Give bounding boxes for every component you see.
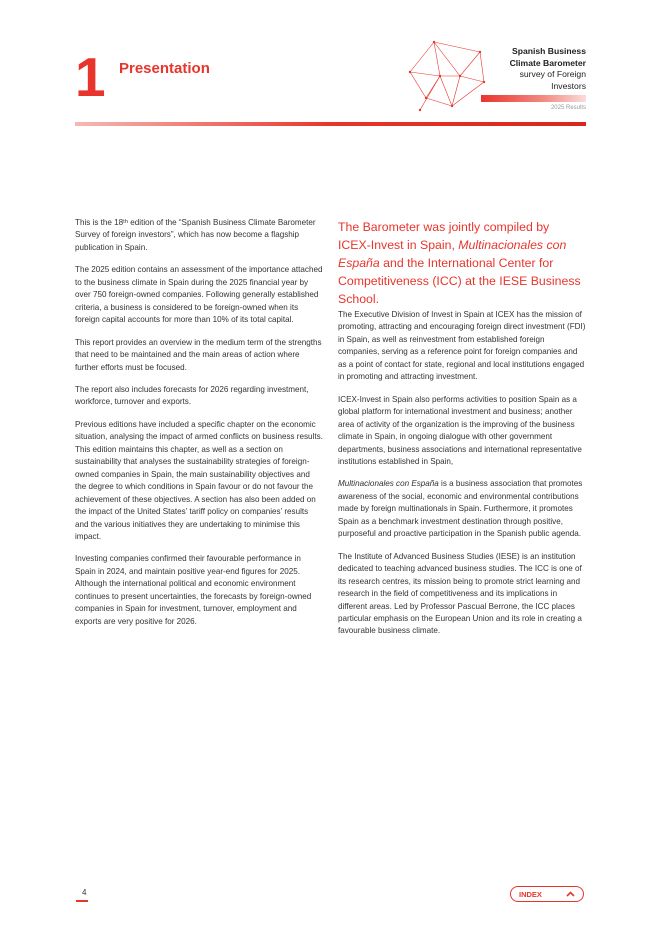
left-paragraph-1: This is the 18ᵗʰ edition of the “Spanish Business Climate Barometer Survey of foreign investors”, which has now become a flagship publication in Spain. bbox=[75, 218, 316, 252]
right-paragraph-3-text: is a business association that promotes awareness of the social, economic and environmental contributions made by foreign multinationals in Spain. Furthermore, it promotes Spain as a benchmark investment destination through positive, purposeful and proactive participation in the Spanish public agenda. bbox=[338, 479, 583, 539]
left-paragraph-2: The 2025 edition contains an assessment of the importance attached to the business climate in Spain during the 2025 financial year by over 750 foreign-owned companies. Following generally established criteria, a business is considered to be foreign-owned when its foreign capital accounts for more than 10% of its total capital. bbox=[75, 265, 323, 325]
left-paragraph-4: The report also includes forecasts for 2026 regarding investment, workforce, turnover and exports. bbox=[75, 384, 309, 407]
left-paragraph-6: Investing companies confirmed their favourable performance in Spain in 2024, and maintain positive year-end figures for 2025. Although the international political and economic environment continues to present uncertainties, the forecasts by foreign-owned companies in Spain for investment, turnover, employment and exports are very positive for 2026. bbox=[75, 554, 312, 626]
right-paragraph-2: ICEX-Invest in Spain also performs activities to position Spain as a global platform for international investment and business; another area of activity of the organization is the improving of the business climate in Spain, in ongoing dialogue with other government departments, business associations and international representative institutions established in Spain, bbox=[338, 394, 582, 466]
index-label: INDEX bbox=[519, 889, 542, 899]
left-column bbox=[75, 217, 323, 638]
right-paragraph-3 bbox=[338, 478, 588, 540]
left-paragraph-5: Previous editions have included a specific chapter on the economic situation, analysing the impact of armed conflicts on business results. This edition maintains this chapter, as well as a section on sustainability that analyses the sustainability strategies of foreign-owned companies in Spain, the main sustainability objectives and the degree to which conditions in Spain favour or do not favour the achievement of these objectives. A section has also been added on the impact of the United States’ tariff policy on companies’ results and the various initiatives they are undertaking to minimise this impact. bbox=[75, 419, 323, 541]
page-number-bar bbox=[76, 900, 88, 902]
chapter-title: Presentation bbox=[119, 60, 210, 77]
right-paragraph-3-italic: Multinacionales con España bbox=[338, 479, 439, 489]
brand-block bbox=[510, 46, 586, 92]
index-button[interactable] bbox=[510, 886, 584, 902]
network-graphic-icon bbox=[406, 40, 486, 112]
brand-line-3: survey of Foreign bbox=[519, 69, 586, 79]
right-paragraph-1: The Executive Division of Invest in Spain at ICEX has the mission of promoting, attracting and encouraging foreign direct investment (FDI) in Spain, as well as reinvestment from established foreign companies, serving as a reference point for foreign companies and as a point of contact for state, regional and local institutions engaged in promoting and attracting investment. bbox=[338, 310, 586, 382]
header-divider bbox=[75, 122, 586, 126]
page-number: 4 bbox=[82, 888, 87, 897]
highlight-text-end: and the International Center for Competitiveness (ICC) at the IESE Business School. bbox=[338, 256, 581, 306]
brand-line-4: Investors bbox=[551, 80, 586, 91]
left-paragraph-3: This report provides an overview in the medium term of the strengths that need to be maintained and the main areas of action where further efforts must be focused. bbox=[75, 337, 322, 372]
right-column bbox=[338, 309, 588, 648]
highlight-text-italic: Multinacionales con España bbox=[338, 238, 567, 270]
brand-line-1: Spanish Business bbox=[511, 46, 586, 56]
brand-gradient-bar bbox=[481, 95, 586, 102]
chevron-up-icon bbox=[566, 891, 575, 897]
brand-year-label: 2025 Results bbox=[550, 105, 586, 111]
brand-line-2: Climate Barometer bbox=[509, 57, 586, 68]
highlight-quote bbox=[338, 218, 583, 308]
right-paragraph-4: The Institute of Advanced Business Studies (IESE) is an institution dedicated to teaching advanced business studies. The ICC is one of its research centres, its mission being to promote strict learning and research in the field of competitiveness and its implications in different areas. Led by Professor Pascual Berrone, the ICC places particular emphasis on the European Union and its role in creating a favourable business climate. bbox=[338, 551, 582, 636]
highlight-text-start: The Barometer was jointly compiled by ICEX-Invest in Spain, bbox=[338, 220, 550, 252]
chapter-number: 1 bbox=[75, 46, 104, 108]
